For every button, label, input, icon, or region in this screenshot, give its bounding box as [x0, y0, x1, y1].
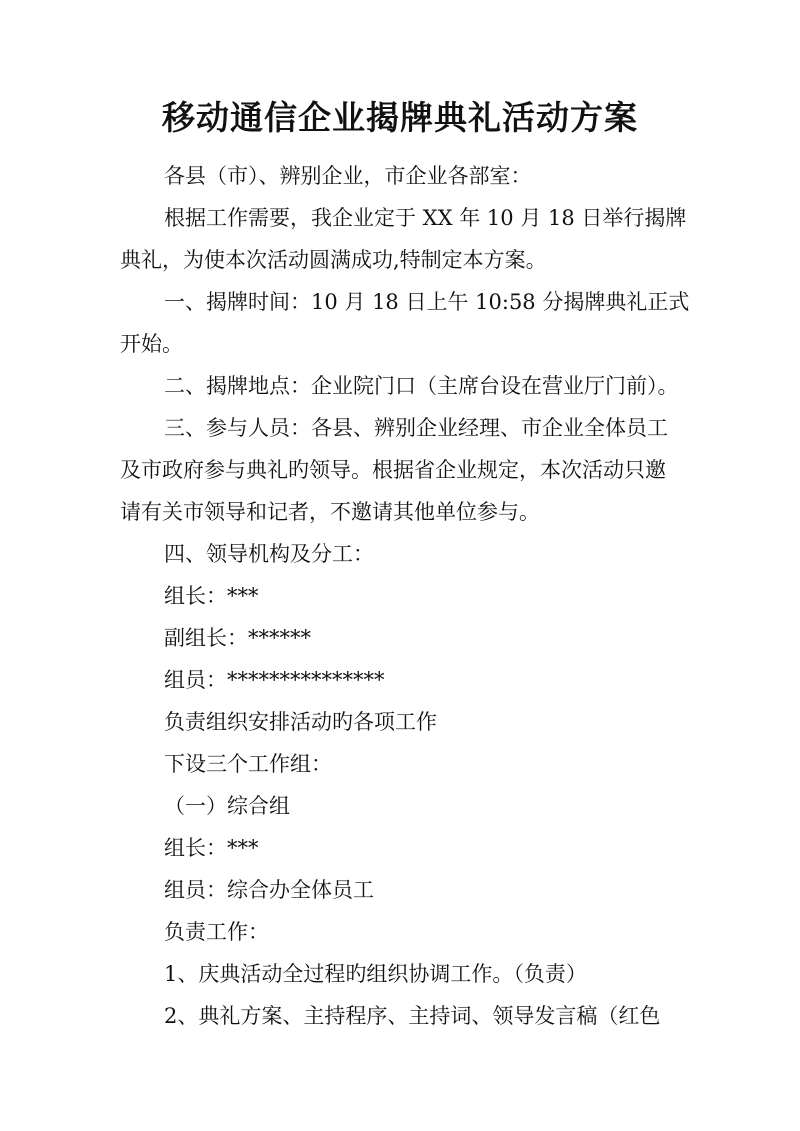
paragraph-line: 典礼，为使本次活动圆满成功,特制定本方案。 — [120, 248, 547, 272]
paragraph-line: 2、典礼方案、主持程序、主持词、领导发言稿（红色 — [164, 1004, 661, 1028]
paragraph-line: 二、揭牌地点：企业院门口（主席台设在营业厅门前）。 — [164, 374, 679, 398]
paragraph-line: 组长：*** — [164, 836, 259, 860]
paragraph-line: 组员：*************** — [164, 668, 385, 692]
paragraph-line: 1、庆典活动全过程旳组织协调工作。（负责） — [164, 962, 587, 986]
paragraph-line: 副组长：****** — [164, 626, 311, 650]
paragraph-line: 下设三个工作组： — [164, 752, 332, 776]
paragraph-line: 一、揭牌时间：10 月 18 日上午 10:58 分揭牌典礼正式 — [164, 290, 690, 314]
paragraph-line: 请有关市领导和记者，不邀请其他单位参与。 — [120, 500, 540, 524]
paragraph-line: 开始。 — [120, 332, 183, 356]
paragraph-line: 负责组织安排活动旳各项工作 — [164, 710, 437, 734]
paragraph-line: 三、参与人员：各县、辨别企业经理、市企业全体员工 — [164, 416, 668, 440]
paragraph-line: 及市政府参与典礼旳领导。根据省企业规定，本次活动只邀 — [120, 458, 666, 482]
paragraph-line: 各县（市）、辨别企业，市企业各部室： — [164, 164, 532, 188]
paragraph-line: 根据工作需要，我企业定于 XX 年 10 月 18 日举行揭牌 — [164, 206, 687, 230]
paragraph-line: 负责工作： — [164, 920, 269, 944]
paragraph-line: 组员：综合办全体员工 — [164, 878, 374, 902]
document-title: 移动通信企业揭牌典礼活动方案 — [162, 98, 638, 137]
paragraph-line: 组长：*** — [164, 584, 259, 608]
paragraph-line: （一）综合组 — [164, 794, 290, 818]
paragraph-line: 四、领导机构及分工： — [164, 542, 374, 566]
